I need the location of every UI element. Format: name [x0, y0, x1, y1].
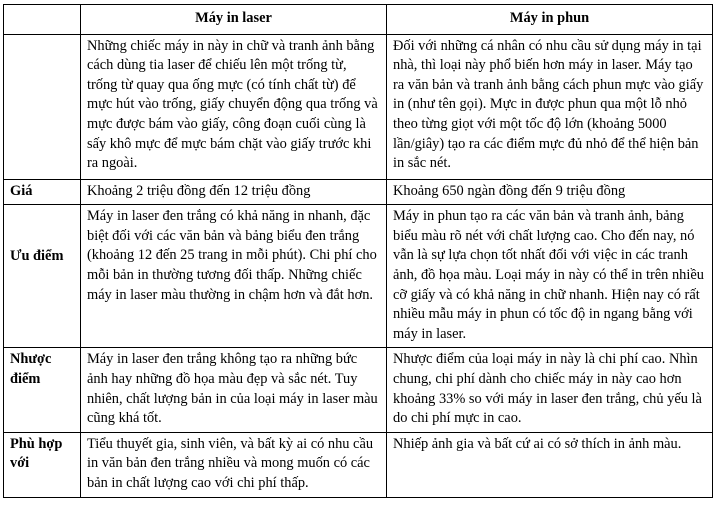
laser-cell: Máy in laser đen trắng có khả năng in nhanh, đặc biệt đối với các văn bản và bảng biểu đen trắng (khoảng 12 đến 25 trang in mỗi phút). Chi phí cho mỗi bản in thường tương đối thấp. Những chiếc máy in laser màu thường in chậm hơn và đắt hơn. [81, 205, 387, 348]
row-label: Nhược điểm [4, 348, 81, 432]
comparison-table [3, 4, 713, 498]
row-label: Giá [4, 179, 81, 205]
laser-cell: Những chiếc máy in này in chữ và tranh ảnh bằng cách dùng tia laser để chiếu lên một trống từ, trống từ quay qua ống mực (có tính chất từ) để mực hút vào trống, giấy chuyển động qua trống và mực được bám vào giấy, công đoạn cuối cùng là sấy khô mực để mực bám chặt vào giấy trước khi ra ngoài. [81, 34, 387, 179]
laser-cell: Máy in laser đen trắng không tạo ra những bức ảnh hay những đồ họa màu đẹp và sắc nét. Tuy nhiên, chất lượng bản in của loại máy in laser màu cũng khá tốt. [81, 348, 387, 432]
row-label [4, 34, 81, 179]
inkjet-cell: Nhược điểm của loại máy in này là chi phí cao. Nhìn chung, chi phí dành cho chiếc máy in này cao hơn khoảng 33% so với máy in laser đen trắng, chủ yếu là do chi phí mực in cao. [387, 348, 713, 432]
header-row [4, 5, 713, 35]
laser-cell: Tiểu thuyết gia, sinh viên, và bất kỳ ai có nhu cầu in văn bản đen trắng nhiều và mong muốn có các bản in chất lượng cao với chi phí thấp. [81, 432, 387, 497]
row-label: Ưu điểm [4, 205, 81, 348]
header-inkjet: Máy in phun [387, 5, 713, 35]
row-disadvantages [4, 348, 713, 432]
inkjet-cell: Máy in phun tạo ra các văn bản và tranh ảnh, bảng biểu màu rõ nét với chất lượng cao. Cho đến nay, nó vẫn là sự lựa chọn tốt nhất đối với việc in các tranh ảnh, đồ họa màu. Loại máy in này có thể in trên nhiều cỡ giấy và có khả năng in chữ nhanh. Hiện nay có rất nhiều mẫu máy in phun có tốc độ in ngang bằng với máy in laser. [387, 205, 713, 348]
header-label-cell [4, 5, 81, 35]
row-price [4, 179, 713, 205]
row-label: Phù hợp với [4, 432, 81, 497]
row-description [4, 34, 713, 179]
inkjet-cell: Đối với những cá nhân có nhu cầu sử dụng máy in tại nhà, thì loại này phổ biến hơn máy in laser. Máy tạo ra văn bản và tranh ảnh bằng cách phun mực vào giấy in (như tên gọi). Mực in được phun qua một lỗ nhỏ theo từng giọt với một tốc độ lớn (khoảng 5000 lần/giây) tạo ra các điểm mực đủ nhỏ để thể hiện bản in sắc nét. [387, 34, 713, 179]
row-suitable-for [4, 432, 713, 497]
header-laser: Máy in laser [81, 5, 387, 35]
inkjet-cell: Nhiếp ảnh gia và bất cứ ai có sở thích in ảnh màu. [387, 432, 713, 497]
inkjet-cell: Khoảng 650 ngàn đồng đến 9 triệu đồng [387, 179, 713, 205]
laser-cell: Khoảng 2 triệu đồng đến 12 triệu đồng [81, 179, 387, 205]
row-advantages [4, 205, 713, 348]
